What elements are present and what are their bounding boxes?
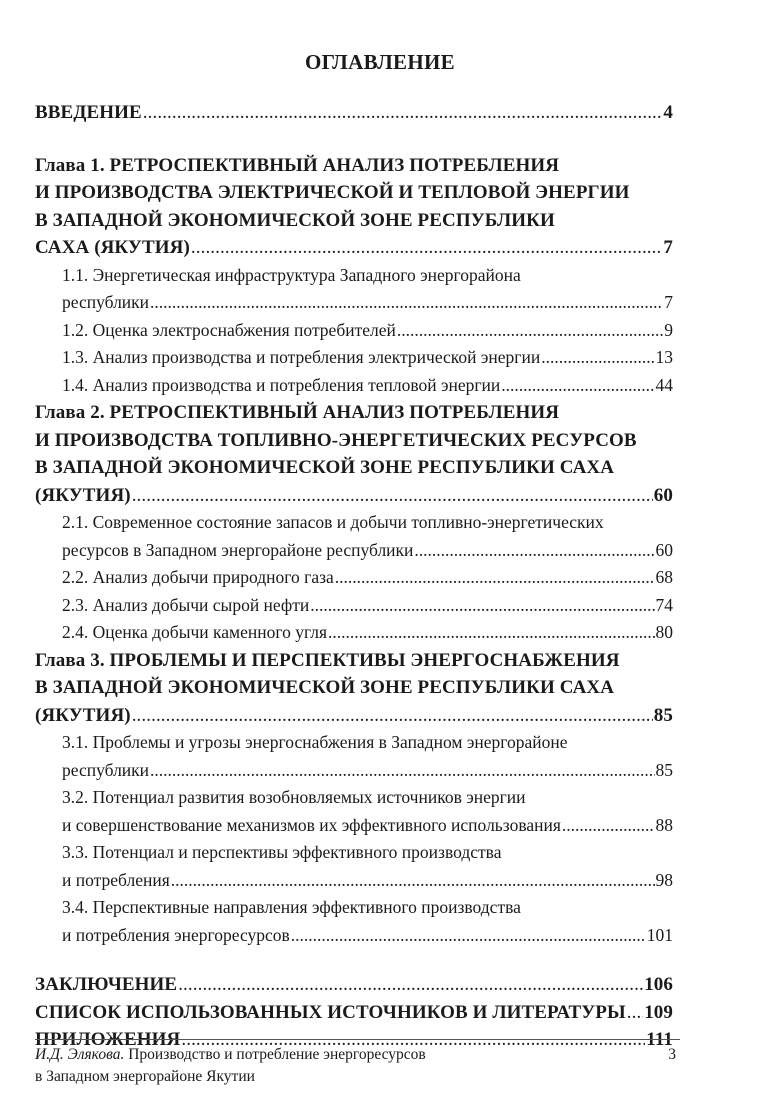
chapter-1-heading-line[interactable] (35, 152, 673, 180)
toc-entry-section-2-2[interactable] (35, 564, 673, 592)
toc-entry-section-1-3[interactable] (35, 344, 673, 372)
section-text: 3.3. Потенциал и перспективы эффективного производства (62, 842, 502, 862)
toc-page-number: 4 (663, 102, 673, 123)
section-text: республики (62, 292, 150, 312)
toc-page-number: 68 (655, 567, 673, 587)
chapter-heading-text: В ЗАПАДНОЙ ЭКОНОМИЧЕСКОЙ ЗОНЕ РЕСПУБЛИКИ САХА (35, 677, 615, 698)
toc-entry-section-1-1[interactable] (35, 262, 673, 290)
chapter-2-heading-line[interactable] (35, 427, 673, 455)
toc-entry-section-2-3[interactable] (35, 592, 673, 620)
toc-entry-section-3-2[interactable] (35, 784, 673, 812)
footer-line-1 (35, 1044, 680, 1066)
section-text: республики (62, 759, 150, 780)
toc-leader-dots (328, 619, 654, 647)
toc-entry-section-1-4[interactable] (35, 372, 673, 400)
chapter-2-heading-line[interactable] (35, 399, 673, 427)
toc-entry-text: ВВЕДЕНИЕ (35, 102, 142, 123)
toc-page-number: 80 (655, 622, 673, 642)
toc-entry-section-1-2[interactable] (35, 317, 673, 345)
section-text: и потребления энергоресурсов (62, 924, 290, 945)
toc-leader-dots (143, 99, 663, 127)
toc-leader-dots (291, 922, 646, 950)
footer-divider (35, 1039, 680, 1040)
chapter-heading-text: САХА (ЯКУТИЯ) (35, 237, 190, 258)
chapter-2-heading-line[interactable] (35, 454, 673, 482)
toc-entry-section-3-3[interactable] (35, 839, 673, 867)
toc-leader-dots (132, 482, 653, 510)
table-of-contents (35, 99, 673, 1054)
toc-entry-section-3-2[interactable] (35, 812, 673, 840)
toc-leader-dots (562, 812, 655, 840)
toc-page-number: 7 (663, 237, 673, 258)
toc-entry-section-3-1[interactable] (35, 757, 673, 785)
toc-leader-dots (310, 592, 654, 620)
toc-entry-section-2-1[interactable] (35, 509, 673, 537)
toc-leader-dots (178, 971, 643, 999)
toc-page-number: 106 (644, 974, 673, 995)
toc-page-number: 98 (655, 869, 673, 890)
toc-leader-dots (150, 757, 654, 785)
chapter-heading-text: И ПРОИЗВОДСТВА ТОПЛИВНО-ЭНЕРГЕТИЧЕСКИХ РЕСУРСОВ (35, 429, 637, 451)
section-text: 3.1. Проблемы и угрозы энергоснабжения в Западном энергорайоне (62, 732, 568, 752)
footer-book-title-line-2: в Западном энергорайоне Якутии (35, 1068, 255, 1085)
section-text: 3.4. Перспективные направления эффективного производства (62, 897, 521, 917)
toc-entry-intro[interactable] (35, 99, 673, 127)
toc-entry-chapter-3[interactable] (35, 702, 673, 730)
toc-entry-section-2-4[interactable] (35, 619, 673, 647)
footer-book-title: Производство и потребление энергоресурсов (128, 1046, 426, 1063)
toc-page-number: 88 (655, 814, 673, 835)
section-text: и потребления (62, 869, 170, 890)
toc-entry-references[interactable] (35, 999, 673, 1027)
chapter-1-heading-line[interactable] (35, 207, 673, 235)
footer-author: И.Д. Элякова. (35, 1046, 125, 1063)
chapter-heading-text: (ЯКУТИЯ) (35, 704, 131, 726)
toc-leader-dots (501, 372, 654, 400)
toc-leader-dots (191, 234, 663, 262)
toc-leader-dots (541, 344, 654, 372)
toc-entry-text: СПИСОК ИСПОЛЬЗОВАННЫХ ИСТОЧНИКОВ И ЛИТЕРАТУРЫ (35, 1001, 626, 1023)
chapter-heading-text: В ЗАПАДНОЙ ЭКОНОМИЧЕСКОЙ ЗОНЕ РЕСПУБЛИКИ САХА (35, 457, 615, 478)
section-text: и совершенствование механизмов их эффективного использования (62, 814, 561, 835)
section-text: 1.2. Оценка электроснабжения потребителей (62, 319, 396, 340)
section-text: ресурсов в Западном энергорайоне республики (62, 539, 414, 560)
toc-page-number: 85 (655, 759, 673, 780)
chapter-3-heading-line[interactable] (35, 674, 673, 702)
chapter-heading-text: Глава 3. ПРОБЛЕМЫ И ПЕРСПЕКТИВЫ ЭНЕРГОСНАБЖЕНИЯ (35, 649, 620, 671)
toc-page-number: 111 (646, 1029, 673, 1050)
footer-page-number: 3 (668, 1046, 676, 1063)
section-text: 3.2. Потенциал развития возобновляемых источников энергии (62, 787, 526, 807)
section-text: 1.4. Анализ производства и потребления тепловой энергии (62, 374, 501, 395)
toc-entry-chapter-1[interactable] (35, 234, 673, 262)
chapter-heading-text: (ЯКУТИЯ) (35, 484, 131, 506)
toc-entry-section-2-1[interactable] (35, 537, 673, 565)
page-footer (35, 1044, 680, 1088)
chapter-heading-text: Глава 1. РЕТРОСПЕКТИВНЫЙ АНАЛИЗ ПОТРЕБЛЕНИЯ (35, 154, 560, 176)
section-text: 2.3. Анализ добычи сырой нефти (62, 594, 310, 615)
chapter-3-heading-line[interactable] (35, 647, 673, 675)
section-text: 1.1. Энергетическая инфраструктура Западного энергорайона (62, 264, 521, 285)
toc-leader-dots (397, 317, 663, 345)
toc-page-number: 74 (655, 594, 673, 615)
toc-leader-dots (171, 867, 655, 895)
section-text: 1.3. Анализ производства и потребления электрической энергии (62, 347, 541, 367)
toc-leader-dots (627, 999, 643, 1027)
toc-page-number: 60 (653, 484, 673, 506)
toc-page-number: 60 (655, 539, 673, 560)
toc-leader-dots (414, 537, 654, 565)
toc-entry-section-3-4[interactable] (35, 922, 673, 950)
page-title: ОГЛАВЛЕНИЕ (305, 50, 455, 74)
toc-page-number: 44 (655, 374, 673, 395)
toc-leader-dots (335, 564, 655, 592)
section-text: 2.2. Анализ добычи природного газа (62, 567, 334, 587)
toc-page-number: 9 (664, 319, 673, 340)
toc-leader-dots (132, 702, 653, 730)
toc-page-number: 85 (653, 704, 673, 726)
toc-page-number: 101 (646, 924, 673, 945)
toc-page-number: 7 (664, 292, 673, 312)
chapter-heading-text: Глава 2. РЕТРОСПЕКТИВНЫЙ АНАЛИЗ ПОТРЕБЛЕНИЯ (35, 402, 560, 423)
toc-entry-section-3-4[interactable] (35, 894, 673, 922)
toc-entry-chapter-2[interactable] (35, 482, 673, 510)
chapter-heading-text: И ПРОИЗВОДСТВА ЭЛЕКТРИЧЕСКОЙ И ТЕПЛОВОЙ ЭНЕРГИИ (35, 182, 630, 203)
toc-entry-text: ПРИЛОЖЕНИЯ (35, 1029, 181, 1050)
toc-entry-section-3-1[interactable] (35, 729, 673, 757)
toc-entry-section-1-1[interactable] (35, 289, 673, 317)
toc-leader-dots (150, 289, 663, 317)
toc-entry-section-3-3[interactable] (35, 867, 673, 895)
toc-entry-conclusion[interactable] (35, 971, 673, 999)
section-text: 2.4. Оценка добычи каменного угля (62, 622, 328, 642)
toc-entry-text: ЗАКЛЮЧЕНИЕ (35, 974, 178, 995)
chapter-1-heading-line[interactable] (35, 179, 673, 207)
chapter-heading-text: В ЗАПАДНОЙ ЭКОНОМИЧЕСКОЙ ЗОНЕ РЕСПУБЛИКИ (35, 209, 555, 231)
toc-page-number: 13 (655, 347, 673, 367)
section-text: 2.1. Современное состояние запасов и добычи топливно-энергетических (62, 512, 604, 532)
toc-page-number: 109 (644, 1001, 673, 1023)
